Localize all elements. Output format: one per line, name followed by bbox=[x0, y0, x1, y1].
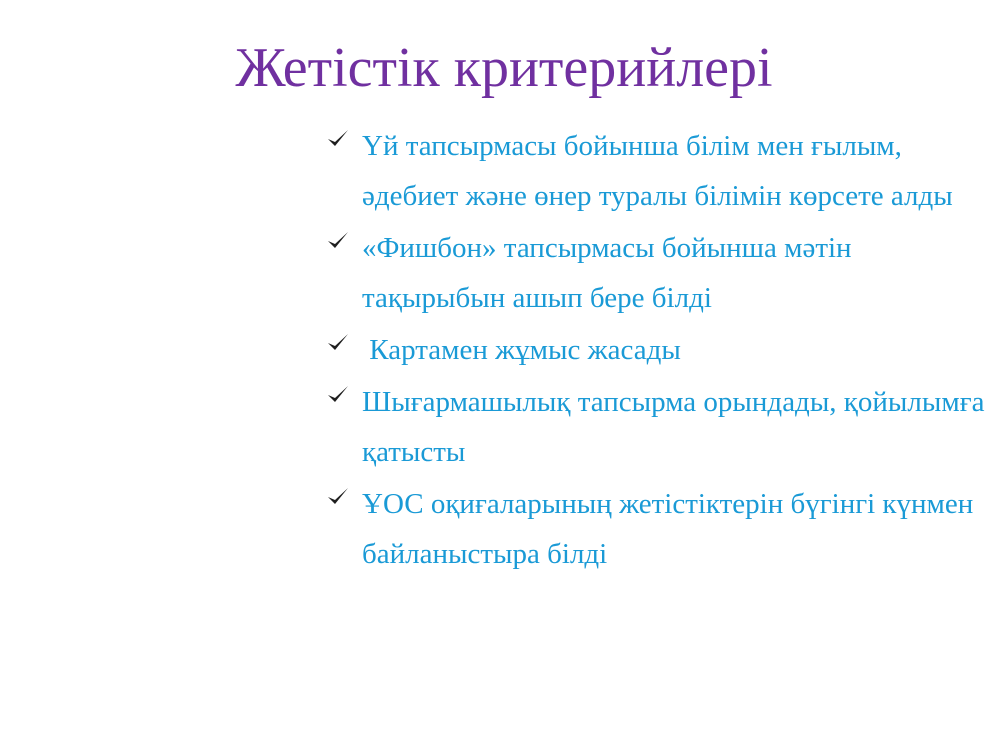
criteria-list bbox=[326, 121, 986, 581]
criteria-item bbox=[326, 325, 986, 375]
criteria-item bbox=[326, 377, 986, 477]
slide-title: Жетістік критерийлері bbox=[235, 37, 773, 99]
criteria-text: Шығармашылық тапсырма орындады, қойылымға қатысты bbox=[362, 386, 985, 468]
checkmark-icon bbox=[326, 485, 350, 509]
checkmark-icon bbox=[326, 229, 350, 253]
criteria-item bbox=[326, 479, 986, 579]
criteria-text: Үй тапсырмасы бойынша білім мен ғылым, әдебиет және өнер туралы білімін көрсете алды bbox=[362, 130, 953, 212]
criteria-item bbox=[326, 223, 986, 323]
checkmark-icon bbox=[326, 383, 350, 407]
criteria-text: Картамен жұмыс жасады bbox=[362, 334, 681, 366]
criteria-item bbox=[326, 121, 986, 221]
checkmark-icon bbox=[326, 331, 350, 355]
checkmark-icon bbox=[326, 127, 350, 151]
criteria-text: ҰОС оқиғаларының жетістіктерін бүгінгі күнмен байланыстыра білді bbox=[362, 488, 974, 570]
criteria-text: «Фишбон» тапсырмасы бойынша мәтін тақырыбын ашып бере білді bbox=[362, 232, 852, 314]
